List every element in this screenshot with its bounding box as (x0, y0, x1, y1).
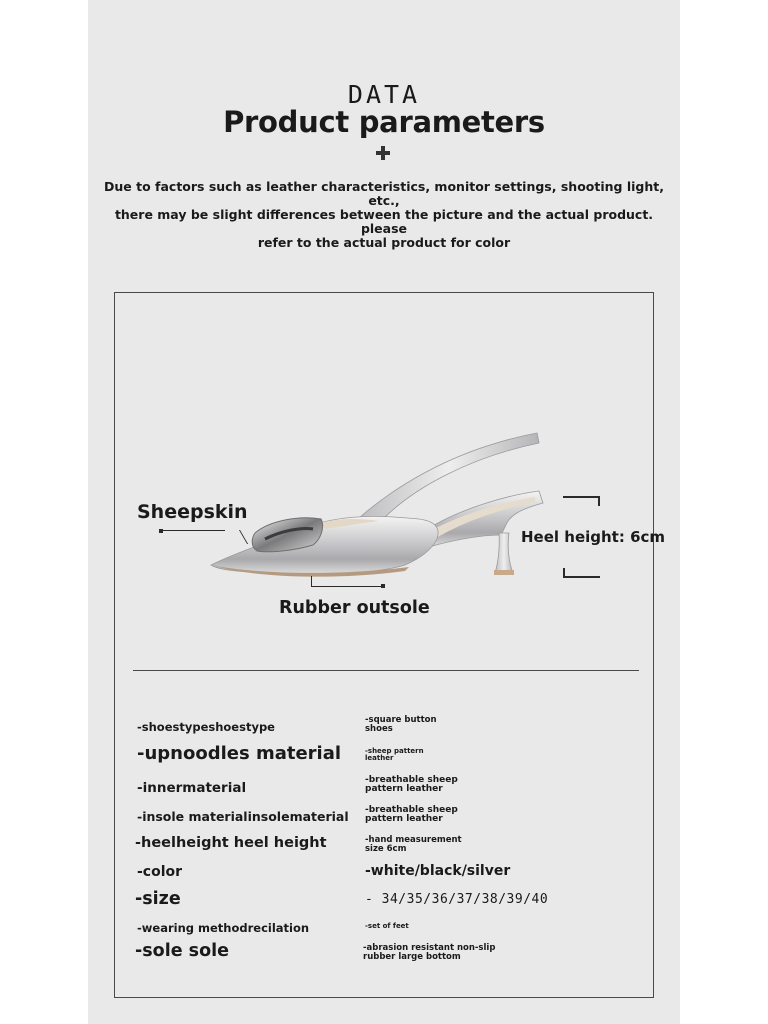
color-disclaimer (104, 180, 664, 250)
parameter-value (365, 716, 437, 733)
parameter-value (365, 748, 424, 762)
value-line: -breathable sheep (365, 775, 458, 785)
value-line: -white/black/silver (365, 863, 511, 879)
value-line: pattern leather (365, 814, 443, 824)
parameter-value (363, 944, 495, 961)
parameter-value (365, 836, 462, 853)
parameter-value (365, 923, 409, 930)
value-line: pattern leather (365, 784, 443, 794)
disclaimer-line: Due to factors such as leather characteristics, monitor settings, shooting light, etc., (104, 179, 664, 208)
parameter-label: -insole materialinsolematerial (137, 809, 349, 824)
parameter-label: -innermaterial (137, 780, 247, 796)
sheepskin-callout: Sheepskin (137, 501, 248, 523)
section-kicker: DATA (347, 80, 421, 109)
rubber-outsole-callout: Rubber outsole (279, 598, 430, 618)
parameter-value (365, 893, 548, 906)
parameter-value (365, 864, 510, 878)
page-title: Product parameters (223, 105, 545, 139)
value-line: -hand measurement (365, 835, 462, 845)
value-line: - 34/35/36/37/38/39/40 (365, 892, 549, 907)
parameter-value (365, 776, 458, 794)
leader-line (311, 576, 312, 586)
parameter-label: -heelheight heel height (135, 835, 327, 851)
shoe-image (209, 423, 549, 583)
parameter-value (365, 806, 458, 824)
section-divider (133, 670, 639, 671)
parameter-label: -shoestypeshoestype (137, 720, 275, 734)
value-line: -set of feet (365, 922, 409, 930)
product-parameters-panel (88, 0, 680, 1024)
parameter-label: -wearing methodrecilation (137, 921, 310, 935)
plus-icon (375, 144, 391, 162)
value-line: size 6cm (365, 843, 407, 854)
value-line: shoes (365, 723, 393, 734)
value-line: -abrasion resistant non-slip (363, 943, 496, 953)
heel-height-callout: Heel height: 6cm (521, 528, 666, 546)
parameter-label: -color (137, 864, 183, 880)
heel-bracket-bottom (563, 568, 600, 578)
leader-line (311, 586, 383, 587)
parameter-label: -upnoodles material (137, 743, 342, 764)
parameter-label: -sole sole (135, 941, 229, 961)
leader-dot (381, 584, 385, 588)
parameters-box (114, 292, 666, 998)
value-line: leather (365, 754, 394, 762)
parameter-label: -size (135, 889, 181, 909)
leader-line (161, 530, 225, 531)
value-line: -breathable sheep (365, 805, 458, 815)
value-line: rubber large bottom (363, 951, 461, 962)
heel-bracket-top (563, 496, 600, 506)
disclaimer-line: refer to the actual product for color (257, 235, 511, 250)
disclaimer-line: there may be slight differences between the picture and the actual product. please (114, 207, 654, 236)
value-line: -sheep pattern (365, 747, 424, 755)
value-line: -square button (365, 715, 437, 725)
